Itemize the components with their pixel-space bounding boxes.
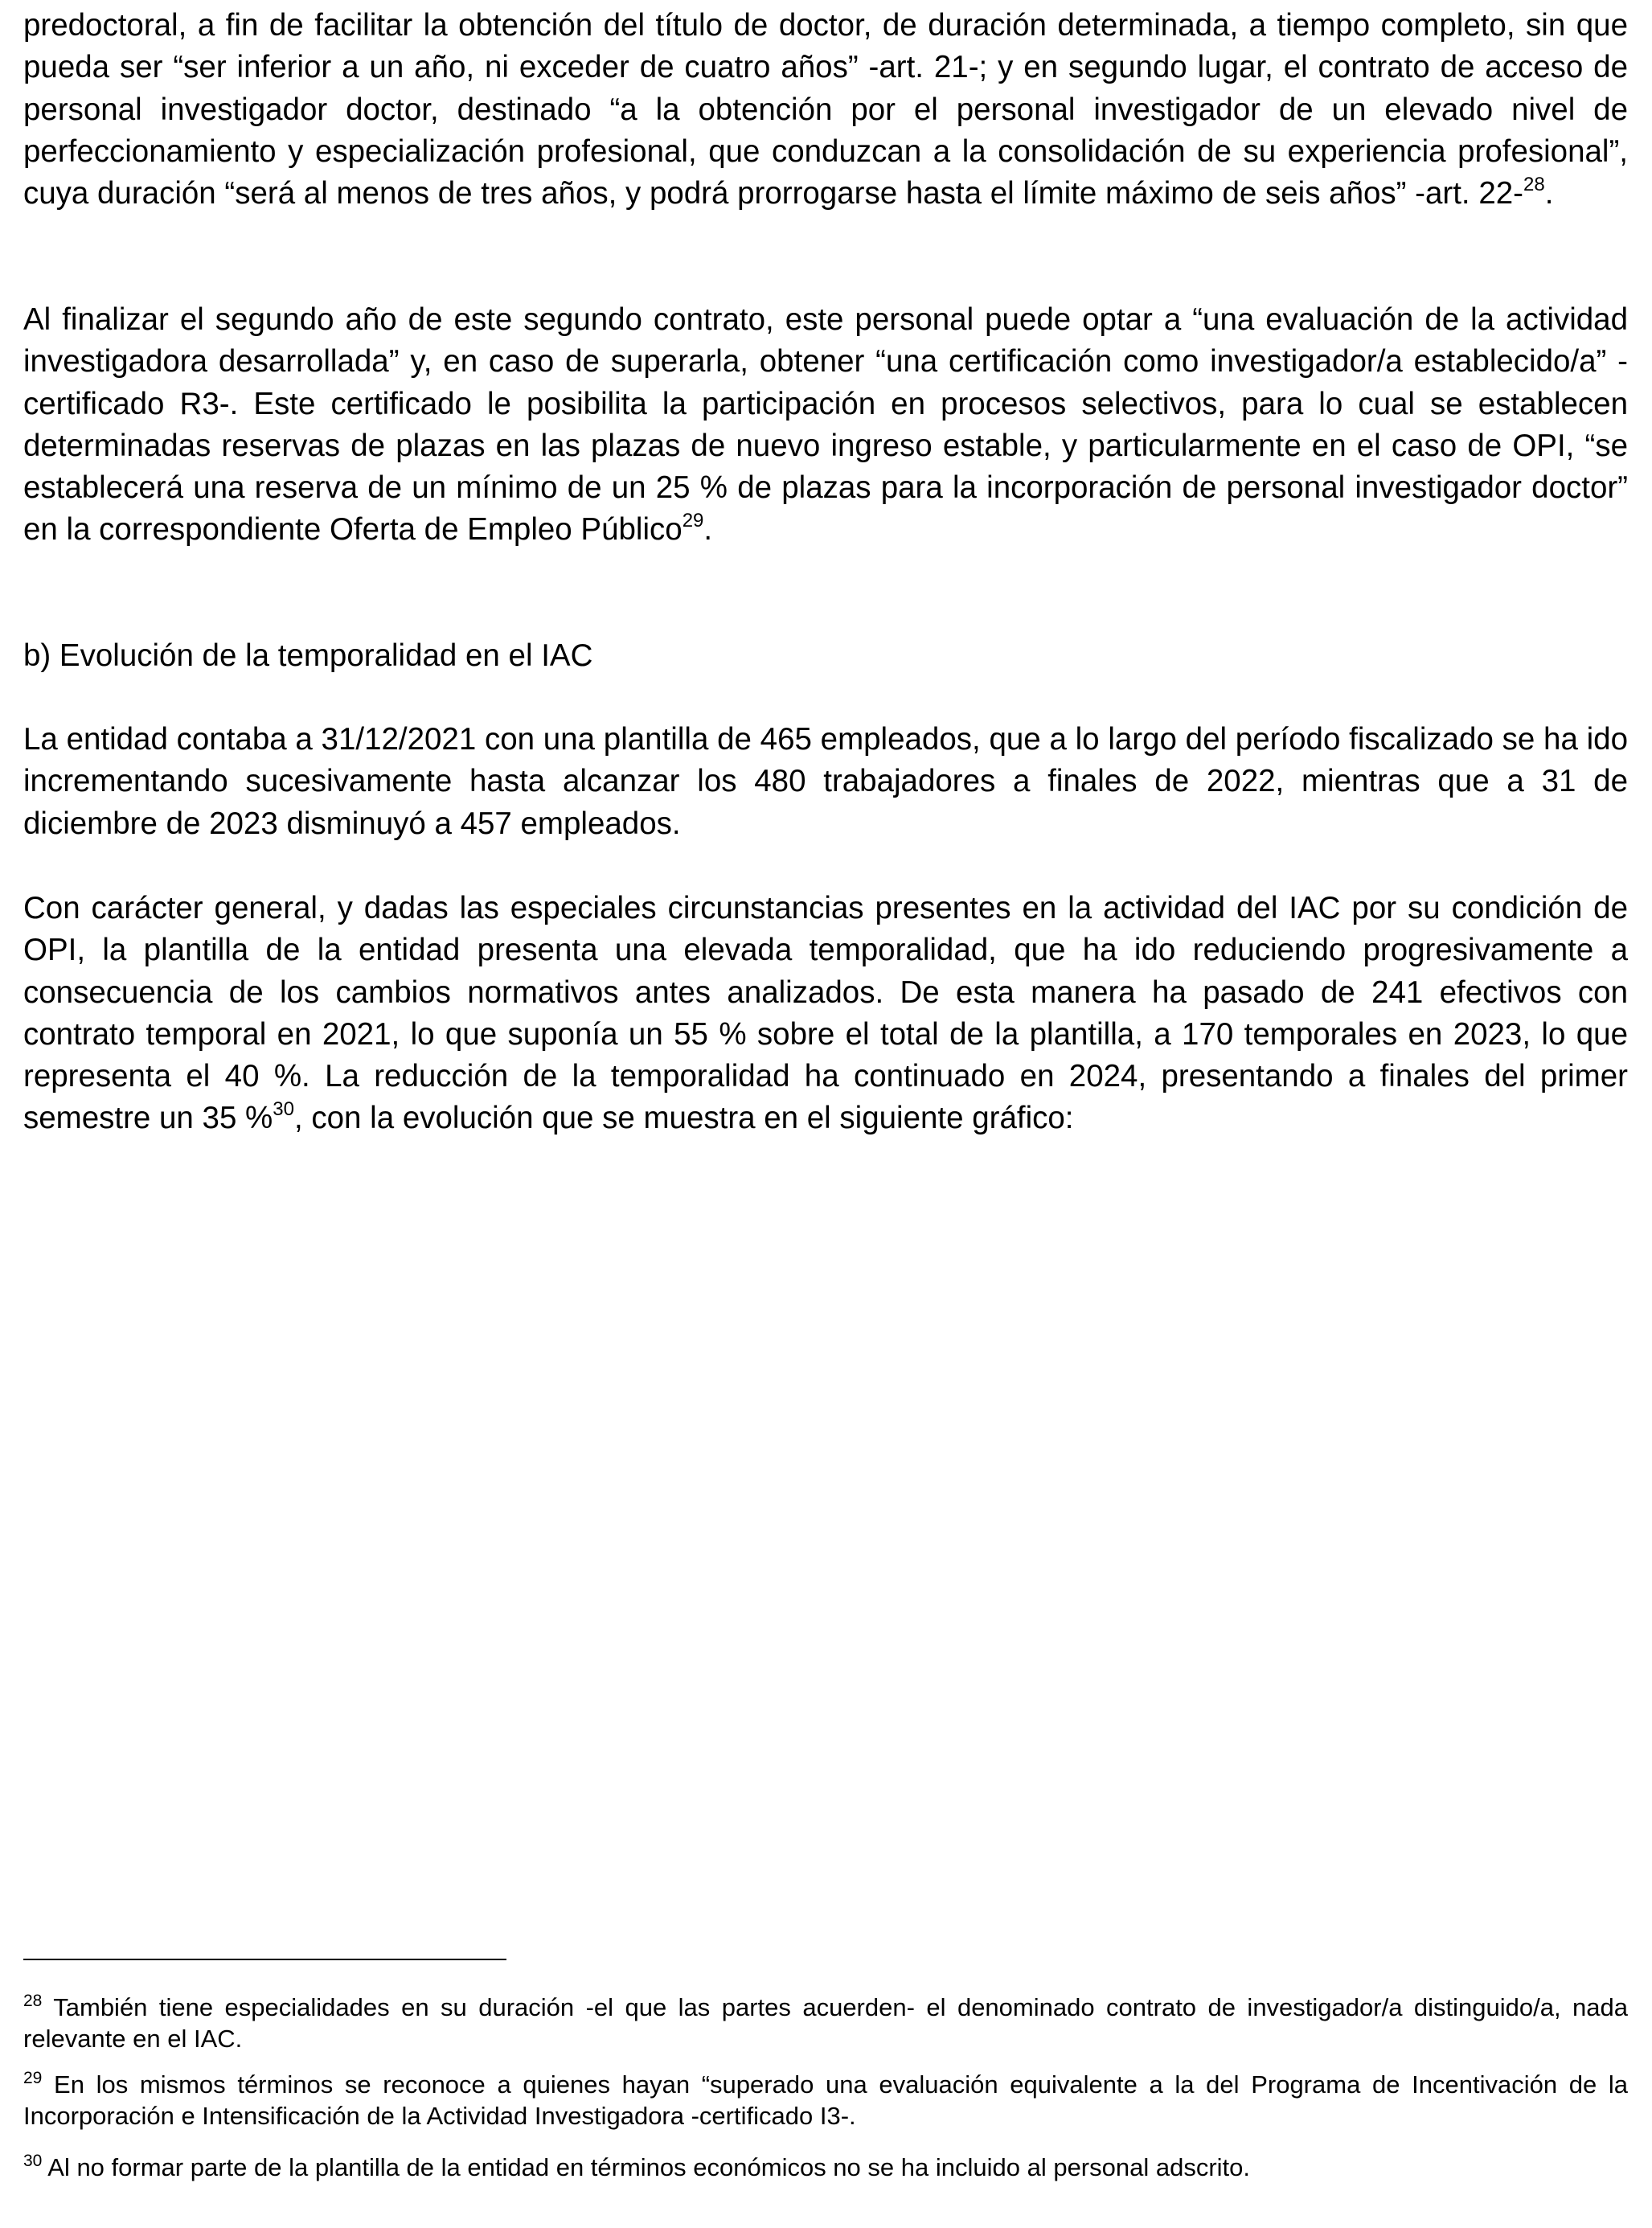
footnote-30: $^{30}$ Al no formar parte de la plantilla de la entidad en términos económicos no se ha incluido al personal adscrito. [23,2152,1251,2181]
footnote-ref-30[interactable]: 30 [273,1098,294,1121]
footnote-separator [23,1959,506,1960]
paragraph-contracts: predoctoral, a fin de facilitar la obtención del título de doctor, de duración determinada, a tiempo completo, sin que pueda ser “ser inferior a un año, ni exceder de cuatro años” -art. 21-; y en segundo lugar, el contrato de acceso de personal investigador doctor, destinado “a la obtención por el personal investigador de un elevado nivel de perfeccionamiento y especialización profesional, que conduzcan a la consolidación de su experiencia profesional”, cuya duración “será al menos de tres años, y podrá prorrogarse hasta el límite máximo de seis años” -art. 22-$^{28}$. [23,8,1628,211]
footnote-ref-29[interactable]: 29 [682,510,704,532]
footnote-28: $^{28}$ También tiene especialidades en su duración -el que las partes acuerden- el denominado contrato de investigador/a distinguido/a, nada relevante en el IAC. [23,1992,1628,2053]
section-heading: b) Evolución de la temporalidad en el IAC [23,638,593,673]
footnote-29: $^{29}$ En los mismos términos se reconoce a quienes hayan “superado una evaluación equivalente a la del Programa de Incentivación de la Incorporación e Intensificación de la Actividad Investigadora -certificado I3-. [23,2069,1628,2130]
paragraph-temporality: Con carácter general, y dadas las especiales circunstancias presentes en la actividad del IAC por su condición de OPI, la plantilla de la entidad presenta una elevada temporalidad, que ha ido reduciendo progresivamente a consecuencia de los cambios normativos antes analizados. De esta manera ha pasado de 241 efectivos con contrato temporal en 2021, lo que suponía un 55 % sobre el total de la plantilla, a 170 temporales en 2023, lo que representa el 40 %. La reducción de la temporalidad ha continuado en 2024, presentando a finales del primer semestre un 35 %$^{30}$, con la evolución que se muestra en el siguiente gráfico: [23,891,1628,1136]
paragraph-certification: Al finalizar el segundo año de este segundo contrato, este personal puede optar a “una evaluación de la actividad investigadora desarrollada” y, en caso de superarla, obtener “una certificación como investigador/a establecido/a” -certificado R3-. Este certificado le posibilita la participación en procesos selectivos, para lo cual se establecen determinadas reservas de plazas en las plazas de nuevo ingreso estable, y particularmente en el caso de OPI, “se establecerá una reserva de un mínimo de un 25 % de plazas para la incorporación de personal investigador doctor” en la correspondiente Oferta de Empleo Público$^{29}$. [23,302,1628,548]
paragraph-workforce: La entidad contaba a 31/12/2021 con una plantilla de 465 empleados, que a lo largo del período fiscalizado se ha ido incrementando sucesivamente hasta alcanzar los 480 trabajadores a finales de 2022, mientras que a 31 de diciembre de 2023 disminuyó a 457 empleados. [23,722,1628,841]
footnote-ref-28[interactable]: 28 [1523,174,1545,196]
